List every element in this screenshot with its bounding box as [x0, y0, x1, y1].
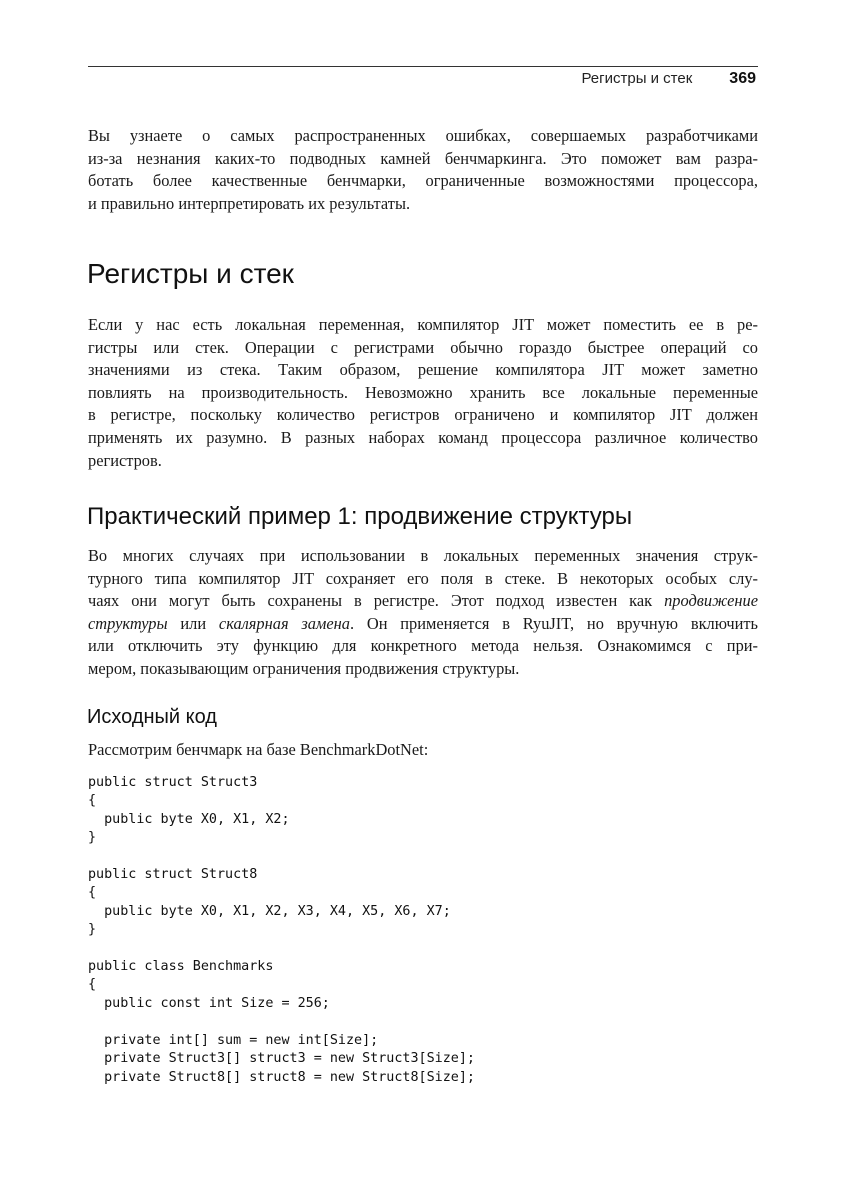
intro-paragraph: [88, 125, 758, 215]
subsection-line: [88, 590, 758, 613]
section-line: гистры или стек. Операции с регистрами обычно гораздо быстрее операций со: [88, 337, 758, 357]
subsection-line: мером, показывающим ограничения продвижения структуры.: [88, 658, 520, 678]
section-line: значениями из стека. Таким образом, решение компилятора JIT может заметно: [88, 360, 758, 380]
subsection-line: [88, 613, 758, 636]
subsection-line: турного типа компилятор JIT сохраняет его поля в стеке. В некоторых особых слу-: [88, 568, 758, 588]
intro-line: из-за незнания каких-то подводных камней бенчмаркинга. Это поможет вам разра-: [88, 148, 758, 168]
code-listing: public struct Struct3 { public byte X0, X1, X2; } public struct Struct8 { public byte X0, X1, X2, X3, X4, X5, X6, X7; } public class Benchmarks { public const int Size = 256; private int[] sum = new int[Size]; private Struct3[] struct3 = new Struct3[Size]; private Struct8[] struct8 = new Struct8[Size];: [88, 775, 475, 1085]
subsection-text: или: [167, 613, 219, 633]
header-rule: [88, 66, 758, 67]
subsection-line: или отключить эту функцию для конкретного метода нельзя. Ознакомимся с при-: [88, 636, 758, 656]
section-paragraph: [88, 314, 758, 472]
section-line: Если у нас есть локальная переменная, компилятор JIT может поместить ее в ре-: [88, 315, 758, 334]
source-intro: [88, 739, 758, 762]
section-line: регистров.: [88, 450, 162, 470]
term-scalar-replacement: скалярная замена: [218, 613, 350, 633]
subsection-text: чаях они могут быть сохранены в регистре. Этот подход известен как: [88, 591, 665, 611]
section-line: применять их разумно. В разных наборах команд процессора различное количество: [88, 427, 758, 447]
source-title: Исходный код: [87, 706, 217, 728]
subsection-line: Во многих случаях при использовании в локальных переменных значения струк-: [88, 546, 758, 565]
subsection-text: . Он применяется в RyuJIT, но вручную включить: [350, 613, 758, 633]
section-title: Регистры и стек: [87, 258, 294, 289]
running-title: Регистры и стек: [581, 70, 693, 87]
term-struct-promotion: продвижение: [664, 591, 758, 611]
term-struct: структуры: [88, 613, 168, 633]
intro-line: и правильно интерпретировать их результаты.: [88, 193, 411, 213]
subsection-title: Практический пример 1: продвижение структуры: [87, 503, 633, 530]
subsection-paragraph: [88, 545, 758, 681]
page-number: 369: [729, 70, 756, 87]
intro-line: Вы узнаете о самых распространенных ошибках, совершаемых разработчиками: [88, 126, 758, 145]
running-header: [88, 70, 756, 94]
intro-line: ботать более качественные бенчмарки, ограниченные возможностями процессора,: [88, 171, 758, 191]
source-intro-line: Рассмотрим бенчмарк на базе BenchmarkDotNet:: [88, 740, 429, 759]
section-line: в регистре, поскольку количество регистров ограничено и компилятор JIT должен: [88, 405, 758, 425]
section-line: повлиять на производительность. Невозможно хранить все локальные переменные: [88, 382, 758, 402]
